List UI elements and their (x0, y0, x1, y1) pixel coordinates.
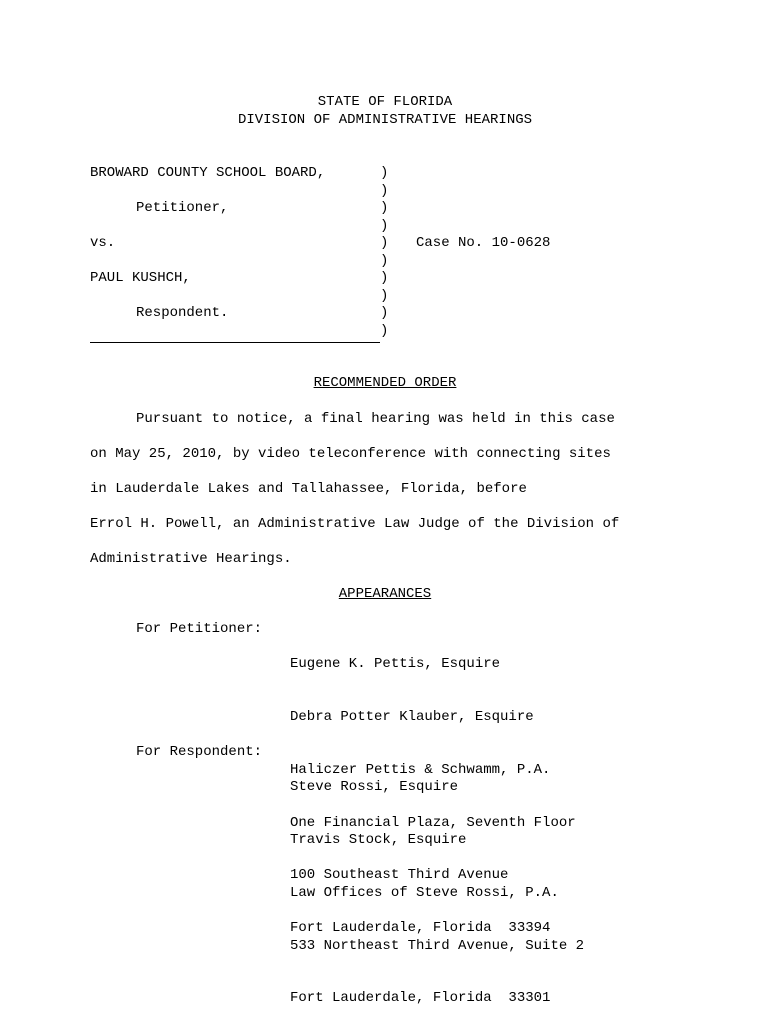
caption-rule (90, 342, 380, 343)
counsel-line: Eugene K. Pettis, Esquire (290, 656, 501, 673)
header-state: STATE OF FLORIDA (317, 94, 453, 110)
case-number: Case No. 10-0628 (416, 235, 551, 251)
counsel-line: Fort Lauderdale, Florida 33301 (290, 990, 551, 1007)
versus-label: vs. (90, 235, 116, 251)
respondent-counsel-block (290, 744, 584, 1026)
para-line-3: in Lauderdale Lakes and Tallahassee, Florida, before (90, 481, 527, 497)
para-line-4: Errol H. Powell, an Administrative Law Judge of the Division of (90, 516, 620, 532)
respondent-role: Respondent. (136, 305, 229, 321)
petitioner-label: For Petitioner: (136, 621, 263, 637)
para-line-2: on May 25, 2010, by video teleconference with connecting sites (90, 446, 611, 462)
header-division: DIVISION OF ADMINISTRATIVE HEARINGS (237, 112, 533, 128)
counsel-line: One Financial Plaza, Seventh Floor (290, 814, 576, 831)
counsel-line: Law Offices of Steve Rossi, P.A. (290, 884, 559, 901)
counsel-line: Steve Rossi, Esquire (290, 779, 459, 796)
caption-paren-column: ) ) ) ) ) ) ) ) ) ) (380, 165, 389, 339)
para-line-5: Administrative Hearings. (90, 551, 292, 567)
petitioner-name: BROWARD COUNTY SCHOOL BOARD, (90, 165, 326, 181)
counsel-line: Debra Potter Klauber, Esquire (290, 708, 534, 725)
respondent-label: For Respondent: (136, 744, 263, 760)
para-line-1: Pursuant to notice, a final hearing was held in this case (136, 411, 615, 427)
counsel-line: 533 Northeast Third Avenue, Suite 2 (290, 937, 585, 954)
petitioner-role: Petitioner, (136, 200, 229, 216)
order-title: RECOMMENDED ORDER (313, 375, 457, 391)
appearances-title: APPEARANCES (338, 586, 432, 602)
respondent-name: PAUL KUSHCH, (90, 270, 191, 286)
counsel-line: Haliczer Pettis & Schwamm, P.A. (290, 761, 551, 778)
counsel-line: 100 Southeast Third Avenue (290, 867, 509, 884)
counsel-line: Travis Stock, Esquire (290, 831, 467, 848)
counsel-line: Fort Lauderdale, Florida 33394 (290, 920, 551, 937)
